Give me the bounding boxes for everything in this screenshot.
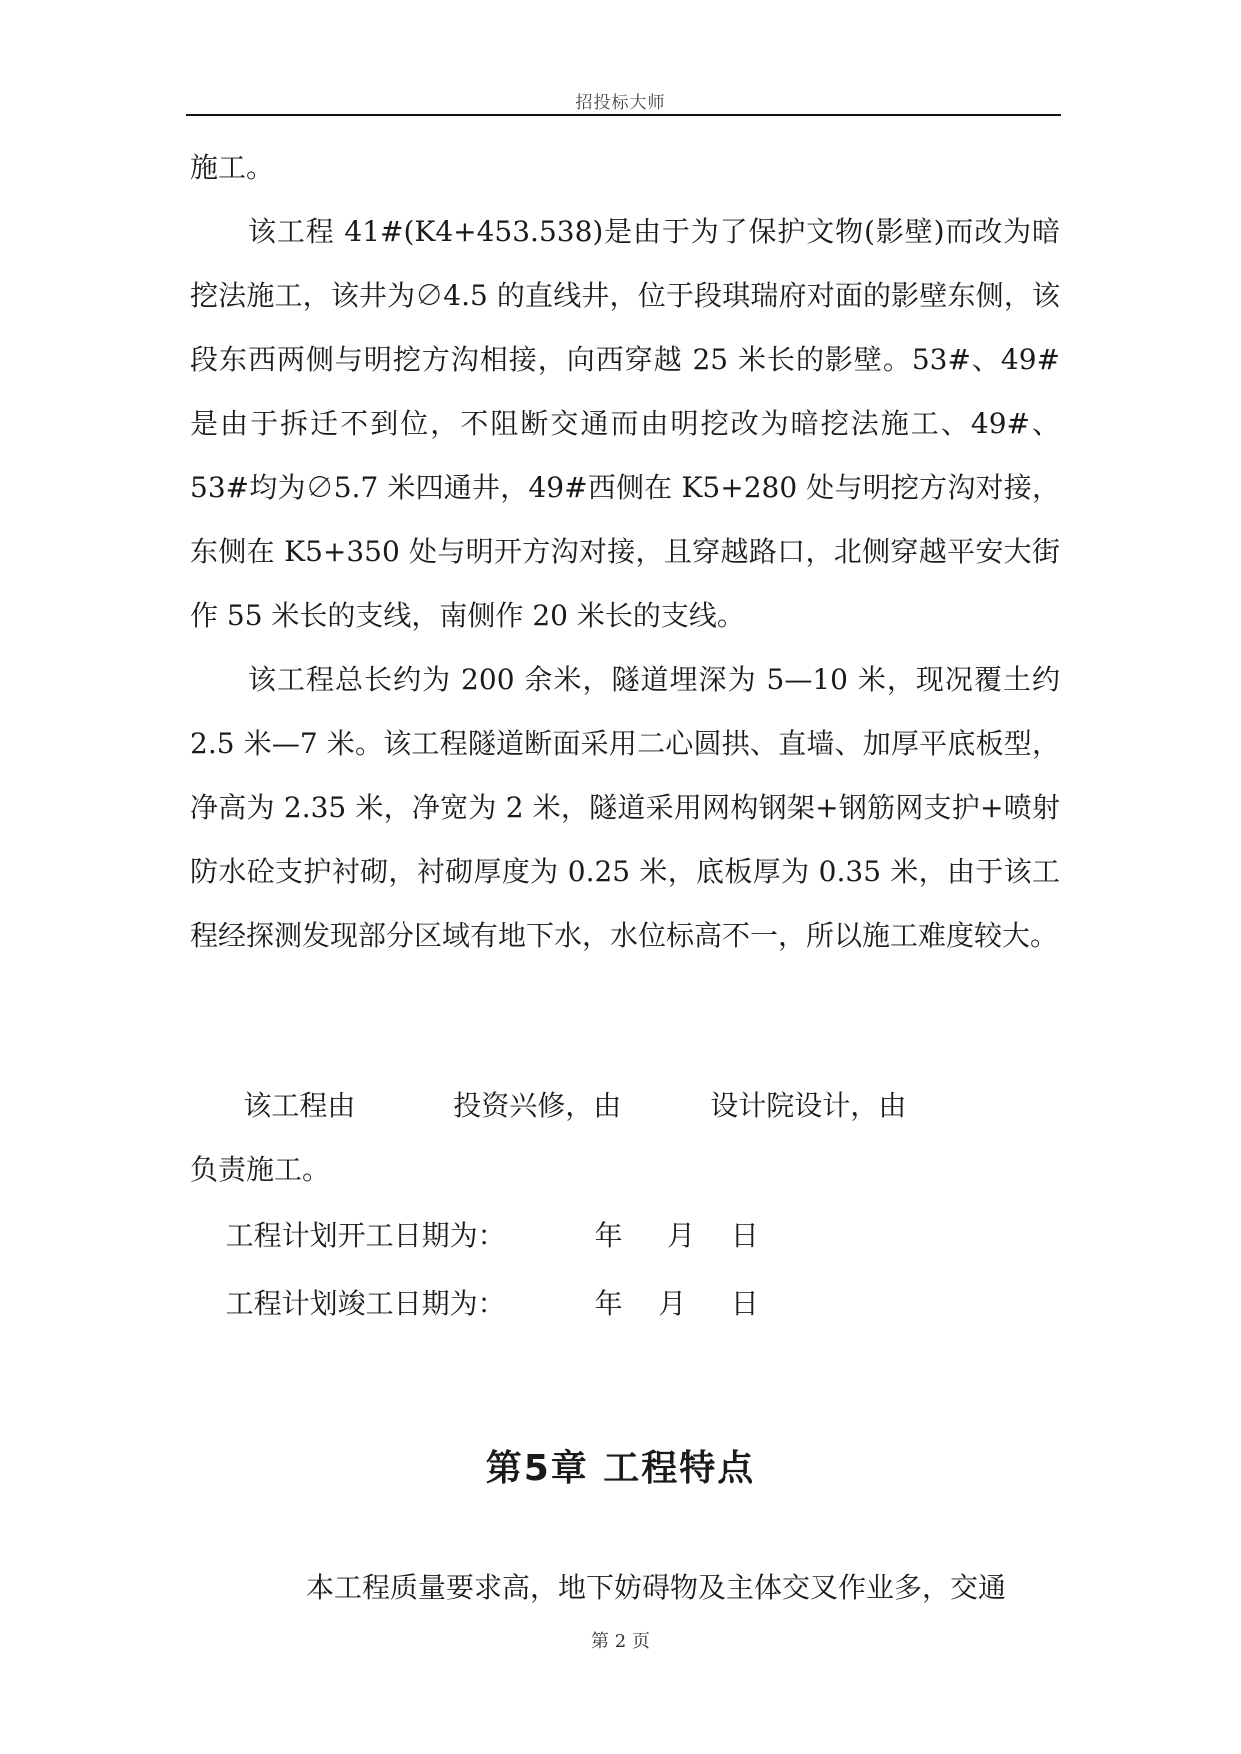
document-body [190, 136, 1060, 968]
paragraph-project-length: 该工程总长约为 200 余米，隧道埋深为 5—10 米，现况覆土约 2.5 米—7 米。该工程隧道断面采用二心圆拱、直墙、加厚平底板型，净高为 2.35 米，净宽为 2 米，隧道采用网构钢架+钢筋网支护+喷射防水砼支护衬砌，衬砌厚度为 0.25 米，底板厚为 0.35 米，由于该工程经探测发现部分区域有地下水，水位标高不一，所以施工难度较大。 [190, 663, 1060, 952]
chapter-paragraph: 本工程质量要求高，地下妨碍物及主体交叉作业多，交通 [306, 1571, 1007, 1604]
header-divider [186, 114, 1061, 116]
paragraph-project-41: 该工程 41#(K4+453.538)是由于为了保护文物(影壁)而改为暗挖法施工，该井为∅4.5 的直线井，位于段琪瑞府对面的影壁东侧，该段东西两侧与明挖方沟相接，向西穿越 25 米长的影壁。53#、49#是由于拆迁不到位，不阻断交通而由明挖改为暗挖法施工、49#、53#均为∅5.7 米四通井，49#西侧在 K5+280 处与明挖方沟对接，东侧在 K5+350 处与明开方沟对接，且穿越路口，北侧穿越平安大街作 55 米长的支线，南侧作 20 米长的支线。 [190, 215, 1060, 632]
planned-end-date: 工程计划竣工日期为： 年 月 日 [190, 1287, 759, 1320]
page-number: 第 2 页 [591, 1631, 650, 1652]
chapter-title: 第5章 工程特点 [485, 1448, 756, 1489]
investment-line: 该工程由 投资兴修，由 设计院设计，由 [190, 1089, 907, 1122]
investment-line-continued: 负责施工。 [190, 1153, 331, 1186]
planned-start-date: 工程计划开工日期为： 年 月 日 [190, 1219, 759, 1252]
continuation-text: 施工。 [190, 151, 275, 184]
page-header: 招投标大师 [575, 93, 666, 113]
